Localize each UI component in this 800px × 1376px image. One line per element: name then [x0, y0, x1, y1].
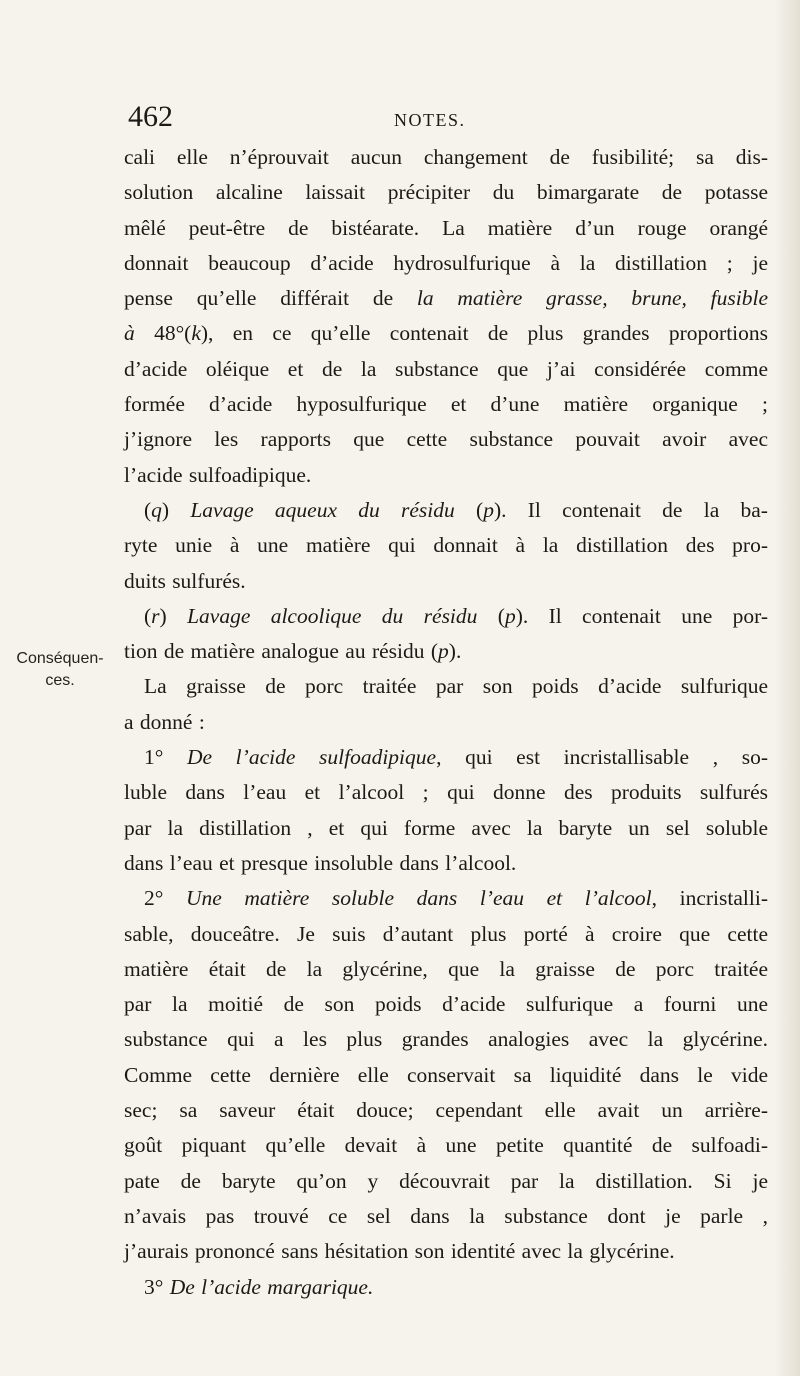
text-segment: matière était de la glycérine, que la graisse de porc traitée: [124, 956, 768, 981]
text-segment: 48°(: [134, 321, 192, 346]
text-line: [124, 1199, 768, 1234]
text-segment: pense qu’elle différait de: [124, 286, 417, 311]
text-segment: , incristalli-: [651, 886, 768, 911]
margin-note: [10, 648, 110, 692]
italic-text: p: [504, 603, 516, 628]
text-segment: formée d’acide hyposulfurique et d’une matière organique ;: [124, 392, 768, 417]
text-line: [124, 705, 768, 740]
text-segment: j’ignore les rapports que cette substance pouvait avoir avec: [124, 427, 768, 452]
text-line: [124, 493, 768, 528]
text-segment: ). Il contenait de la ba-: [493, 497, 768, 522]
italic-text: à: [124, 321, 135, 346]
text-segment: substance qui a les plus grandes analogies avec la glycérine.: [124, 1027, 768, 1052]
text-segment: 3°: [144, 1274, 170, 1299]
text-segment: solution alcaline laissait précipiter du bimargarate de potasse: [124, 180, 768, 205]
text-line: [124, 246, 768, 281]
text-segment: ). Il contenait une por-: [515, 603, 768, 628]
text-segment: (: [454, 497, 484, 522]
text-line: [124, 281, 768, 316]
text-segment: ): [161, 497, 191, 522]
text-line: [124, 1164, 768, 1199]
text-segment: sec; sa saveur était douce; cependant elle avait un arrière-: [124, 1098, 768, 1123]
italic-text: p: [483, 497, 494, 522]
text-line: [124, 1022, 768, 1057]
text-segment: (: [477, 603, 505, 628]
text-segment: par la distillation , et qui forme avec la baryte un sel soluble: [124, 815, 768, 840]
text-segment: d’acide oléique et de la substance que j’ai considérée comme: [124, 356, 768, 381]
text-segment: (: [144, 603, 152, 628]
text-segment: La graisse de porc traitée par son poids d’acide sulfurique: [144, 674, 768, 699]
text-line: [124, 175, 768, 210]
text-line: [124, 316, 768, 351]
text-segment: Comme cette dernière elle conservait sa liquidité dans le vide: [124, 1062, 768, 1087]
text-segment: a donné :: [124, 709, 205, 734]
text-segment: ).: [448, 639, 462, 664]
text-line: [124, 458, 768, 493]
text-segment: tion de matière analogue au résidu (: [124, 639, 439, 664]
text-segment: pate de baryte qu’on y découvrait par la distillation. Si je: [124, 1168, 768, 1193]
text-line: [124, 528, 768, 563]
margin-note-line: Conséquen-: [16, 650, 104, 667]
text-line: [124, 1093, 768, 1128]
italic-text: De l’acide margarique.: [169, 1274, 374, 1299]
italic-text: la matière grasse, brune, fusible: [416, 286, 768, 311]
italic-text: De l’acide sulfoadipique: [186, 745, 437, 770]
body-text: [124, 140, 768, 1305]
text-segment: n’avais pas trouvé ce sel dans la substance dont je parle ,: [124, 1203, 768, 1228]
text-segment: 2°: [144, 886, 186, 911]
text-line: [124, 599, 768, 634]
text-segment: goût piquant qu’elle devait à une petite quantité de sulfoadi-: [124, 1133, 768, 1158]
italic-text: q: [151, 497, 162, 522]
text-line: [124, 669, 768, 704]
text-line: [124, 1234, 768, 1269]
text-segment: j’aurais prononcé sans hésitation son identité avec la glycérine.: [124, 1239, 675, 1264]
text-line: [124, 811, 768, 846]
text-segment: ), en ce qu’elle contenait de plus grandes proportions: [200, 321, 769, 346]
text-line: [124, 211, 768, 246]
text-segment: donnait beaucoup d’acide hydrosulfurique à la distillation ; je: [124, 250, 768, 275]
running-head: [128, 100, 668, 140]
text-segment: ryte unie à une matière qui donnait à la distillation des pro-: [124, 533, 768, 558]
text-segment: ): [159, 603, 188, 628]
text-line: [124, 917, 768, 952]
text-segment: dans l’eau et presque insoluble dans l’alcool.: [124, 850, 517, 875]
italic-text: Lavage aqueux du résidu: [190, 497, 455, 522]
italic-text: p: [438, 639, 449, 664]
text-line: [124, 422, 768, 457]
text-line: [124, 952, 768, 987]
text-line: [124, 987, 768, 1022]
text-line: [124, 634, 768, 669]
text-line: [124, 775, 768, 810]
running-head-title: NOTES.: [394, 110, 466, 130]
margin-note-line: ces.: [45, 672, 75, 689]
text-segment: , qui est incristallisable , so-: [436, 745, 768, 770]
text-segment: 1°: [144, 745, 187, 770]
page-number: 462: [128, 100, 173, 133]
text-segment: duits sulfurés.: [124, 568, 246, 593]
text-line: [124, 1058, 768, 1093]
text-segment: cali elle n’éprouvait aucun changement de fusibilité; sa dis-: [124, 145, 768, 169]
text-line: [124, 846, 768, 881]
text-segment: sable, douceâtre. Je suis d’autant plus porté à croire que cette: [124, 921, 768, 946]
text-segment: luble dans l’eau et l’alcool ; qui donne des produits sulfurés: [124, 780, 768, 805]
text-segment: (: [144, 497, 152, 522]
text-line: [124, 387, 768, 422]
text-segment: l’acide sulfoadipique.: [124, 462, 312, 487]
italic-text: Une matière soluble dans l’eau et l’alcool: [185, 886, 652, 911]
text-line: [124, 740, 768, 775]
italic-text: k: [191, 321, 201, 346]
text-segment: par la moitié de son poids d’acide sulfurique a fourni une: [124, 992, 768, 1017]
text-line: [124, 564, 768, 599]
page-edge-shadow: [774, 0, 800, 1376]
text-line: [124, 352, 768, 387]
text-line: [124, 1128, 768, 1163]
text-line: [124, 140, 768, 175]
italic-text: r: [151, 603, 160, 628]
text-line: [124, 881, 768, 916]
italic-text: Lavage alcoolique du résidu: [187, 603, 478, 628]
text-segment: mêlé peut-être de bistéarate. La matière d’un rouge orangé: [124, 215, 768, 240]
text-line: [124, 1270, 768, 1305]
